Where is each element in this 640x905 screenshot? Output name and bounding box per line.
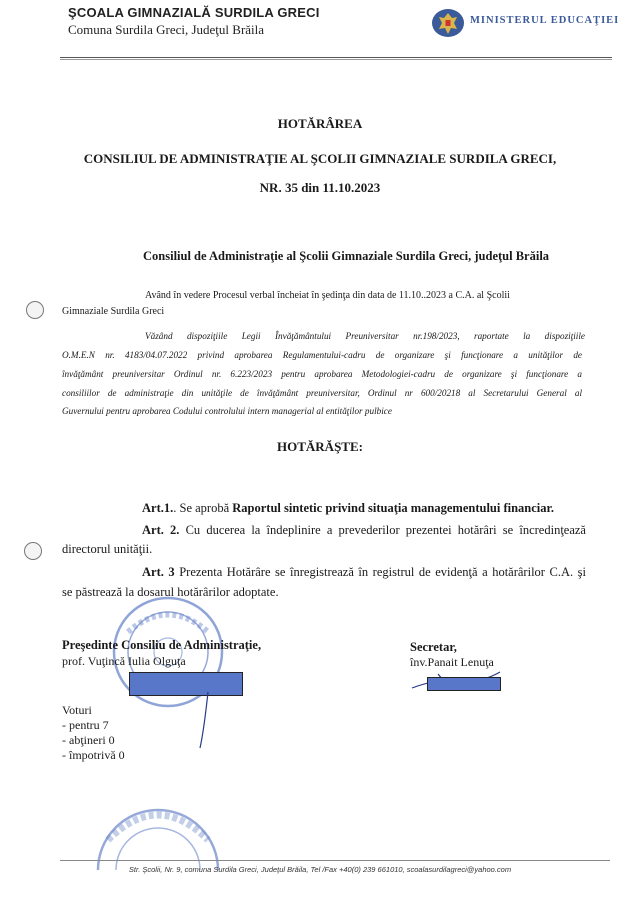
redacted-signature: [427, 677, 501, 691]
article-1-label: Art.1.: [142, 501, 174, 515]
whereas-2-line3: învăţământ preuniversitar Ordinul nr. 6.223/2023 pentru aprobarea Metodologiei-cadru de organizare şi funcţionare a: [62, 369, 582, 379]
secretary-name: înv.Panait Lenuţa: [410, 655, 494, 669]
article-2-continued: directorul unităţii.: [62, 542, 153, 556]
document-number: NR. 35 din 11.10.2023: [259, 180, 381, 195]
whereas-2-line4: consiliilor de administraţie din unităţile de învăţământ preuniversitar, Ordinul nr 600/20218 al Secretarului General al: [62, 388, 582, 398]
document-title: HOTĂRÂREA: [277, 116, 363, 131]
article-2-label: Art. 2.: [142, 523, 180, 537]
article-3: [142, 565, 586, 580]
article-1: [142, 501, 554, 516]
signature-stroke-icon: [186, 690, 216, 750]
footer-divider: [60, 860, 610, 861]
article-1-bold: Raportul sintetic privind situaţia managementului financiar.: [232, 501, 555, 515]
secretary-title: Secretar,: [410, 640, 457, 654]
president-title: Preşedinte Consiliu de Administraţie,: [62, 638, 262, 652]
president-name: prof. Vuţincă Iulia Olguţa: [62, 654, 186, 668]
commune-line: Comuna Surdila Greci, Judeţul Brăila: [68, 22, 265, 37]
votes-for: - pentru 7: [62, 718, 109, 732]
votes-heading: Voturi: [62, 703, 92, 717]
whereas-1-line1: Având în vedere Procesul verbal încheiat în şedinţa din data de 11.10..2023 a C.A. al Şcolii: [145, 290, 510, 301]
article-2-text: Cu ducerea la îndeplinire a prevederilor prezentei hotărâri se încredinţează: [179, 523, 586, 537]
votes-abstain: - abţineri 0: [62, 733, 115, 747]
whereas-2-line1: Văzând dispoziţiile Legii Învăţământului Preuniversitar nr.198/2023, raportate la dispoziţiile: [145, 331, 585, 341]
article-2: [142, 523, 586, 538]
header-divider: [60, 57, 612, 58]
council-heading: Consiliul de Administraţie al Şcolii Gimnaziale Surdila Greci, judeţul Brăila: [143, 249, 550, 263]
school-name: ŞCOALA GIMNAZIALĂ SURDILA GRECI: [68, 5, 320, 20]
whereas-2-line2: O.M.E.N nr. 4183/04.07.2022 privind aprobarea Regulamentului-cadru de organizare şi funcţionare a unităţilor de: [62, 350, 582, 360]
footer-address: Str. Şcolii, Nr. 9, comuna Surdila Greci, Judeţul Brăila, Tel /Fax +40(0) 239 661010, scoalasurdilagreci@yahoo.com: [128, 865, 512, 874]
official-stamp-icon: [88, 770, 228, 870]
header-divider-secondary: [60, 59, 612, 60]
document-subtitle: CONSILIUL DE ADMINISTRAŢIE AL ŞCOLII GIMNAZIALE SURDILA GRECI,: [83, 151, 557, 166]
decides-heading: HOTĂRĂŞTE:: [277, 439, 363, 454]
article-3-text: Prezenta Hotărâre se înregistrează în registrul de evidenţă a hotărârilor C.A. şi: [174, 565, 587, 579]
article-3-label: Art. 3: [142, 565, 175, 579]
votes-against: - împotrivă 0: [62, 748, 125, 762]
whereas-2-line5: Guvernului pentru aprobarea Codului controlului intern managerial al entităţilor pulbice: [62, 406, 392, 416]
punch-hole: [26, 301, 44, 319]
whereas-1-line2: Gimnaziale Surdila Greci: [62, 306, 165, 317]
punch-hole: [24, 542, 42, 560]
article-1-text: . Se aprobă: [173, 501, 233, 515]
ministry-logo-text: MINISTERUL EDUCAŢIEI: [470, 15, 620, 26]
article-3-continued: se păstrează la dosarul hotărârilor adoptate.: [62, 585, 279, 599]
romania-crest-icon: [431, 8, 465, 38]
